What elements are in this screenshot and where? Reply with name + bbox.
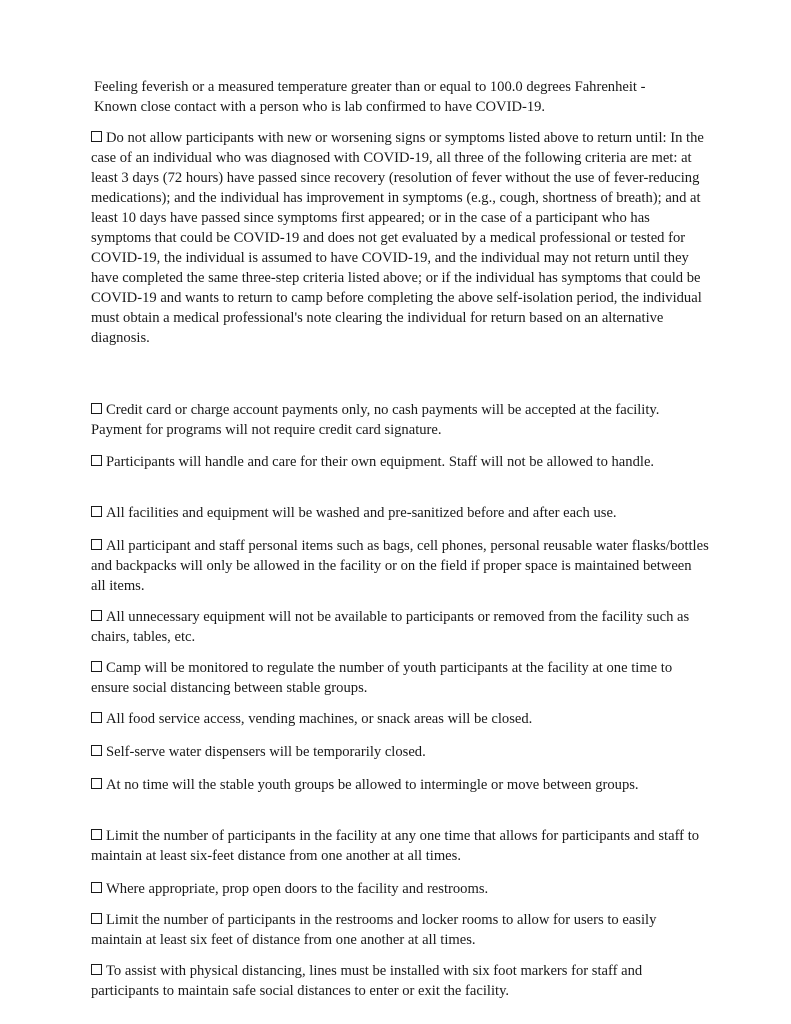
checkbox-icon[interactable] xyxy=(91,610,102,621)
checklist-item-text: Camp will be monitored to regulate the number of youth participants at the facility at one time to ensure social distancing between stable groups. xyxy=(91,660,673,696)
checklist-item xyxy=(91,128,709,348)
checkbox-icon[interactable] xyxy=(91,913,102,924)
intro-block xyxy=(94,77,704,117)
checkbox-icon[interactable] xyxy=(91,539,102,550)
checklist-item xyxy=(91,742,709,762)
checklist-item-text: All participant and staff personal items such as bags, cell phones, personal reusable water flasks/bottles and backpacks will only be allowed in the facility or on the field if proper space is maintained between all items. xyxy=(91,538,709,594)
checklist-item-text: Where appropriate, prop open doors to the facility and restrooms. xyxy=(106,881,489,897)
checkbox-icon[interactable] xyxy=(91,661,102,672)
checklist-item-text: All unnecessary equipment will not be available to participants or removed from the facility such as chairs, tables, etc. xyxy=(91,609,690,645)
checkbox-icon[interactable] xyxy=(91,964,102,975)
checklist-item-text: All facilities and equipment will be washed and pre-sanitized before and after each use. xyxy=(106,505,617,521)
checklist-item xyxy=(91,775,709,795)
checklist-item xyxy=(91,536,709,596)
checklist-item-text: To assist with physical distancing, lines must be installed with six foot markers for staff and participants to maintain safe social distances to enter or exit the facility. xyxy=(91,963,643,999)
checklist-item xyxy=(91,658,709,698)
checkbox-icon[interactable] xyxy=(91,403,102,414)
checkbox-icon[interactable] xyxy=(91,829,102,840)
checkbox-icon[interactable] xyxy=(91,712,102,723)
checklist-item xyxy=(91,452,709,472)
checkbox-icon[interactable] xyxy=(91,745,102,756)
checkbox-icon[interactable] xyxy=(91,778,102,789)
checklist-item xyxy=(91,826,709,866)
checklist-item xyxy=(91,607,709,647)
checklist-item xyxy=(91,709,709,729)
checklist-item-text: Participants will handle and care for their own equipment. Staff will not be allowed to handle. xyxy=(106,454,655,470)
checklist-item-text: Limit the number of participants in the facility at any one time that allows for participants and staff to maintain at least six-feet distance from one another at all times. xyxy=(91,828,700,864)
checkbox-icon[interactable] xyxy=(91,882,102,893)
checkbox-icon[interactable] xyxy=(91,506,102,517)
intro-line-1: Feeling feverish or a measured temperature greater than or equal to 100.0 degrees Fahrenheit - xyxy=(94,79,646,95)
checklist-item-text: Self-serve water dispensers will be temporarily closed. xyxy=(106,744,426,760)
checklist-item xyxy=(91,879,709,899)
checklist-item-text: At no time will the stable youth groups be allowed to intermingle or move between groups. xyxy=(106,777,639,793)
checklist-item xyxy=(91,910,709,950)
checklist-item-text: Limit the number of participants in the restrooms and locker rooms to allow for users to easily maintain at least six feet of distance from one another at all times. xyxy=(91,912,657,948)
checklist-item xyxy=(91,503,709,523)
checkbox-icon[interactable] xyxy=(91,455,102,466)
checklist-item-text: Credit card or charge account payments only, no cash payments will be accepted at the facility. Payment for programs will not require credit card signature. xyxy=(91,402,660,438)
checklist-item xyxy=(91,961,709,1001)
checkbox-icon[interactable] xyxy=(91,131,102,142)
checklist-item-text: Do not allow participants with new or worsening signs or symptoms listed above to return until: In the case of an individual who was diagnosed with COVID-19, all three of the following criteria are met: at least 3 days (72 hours) have passed since recovery (resolution of fever without the use of fever-reducing medications); and the individual has improvement in symptoms (e.g., cough, shortness of breath); and at least 10 days have passed since symptoms first appeared; or in the case of a participant who has symptoms that could be COVID-19 and does not get evaluated by a medical professional or tested for COVID-19, the individual is assumed to have COVID-19, and the individual may not return until they have completed the same three-step criteria listed above; or if the individual has symptoms that could be COVID-19 and wants to return to camp before completing the above self-isolation period, the individual must obtain a medical professional's note clearing the individual for return based on an alternative diagnosis. xyxy=(91,130,704,346)
checklist-item-text: All food service access, vending machines, or snack areas will be closed. xyxy=(106,711,533,727)
intro-line-2: Known close contact with a person who is lab confirmed to have COVID-19. xyxy=(94,99,546,115)
checklist-item xyxy=(91,400,709,440)
